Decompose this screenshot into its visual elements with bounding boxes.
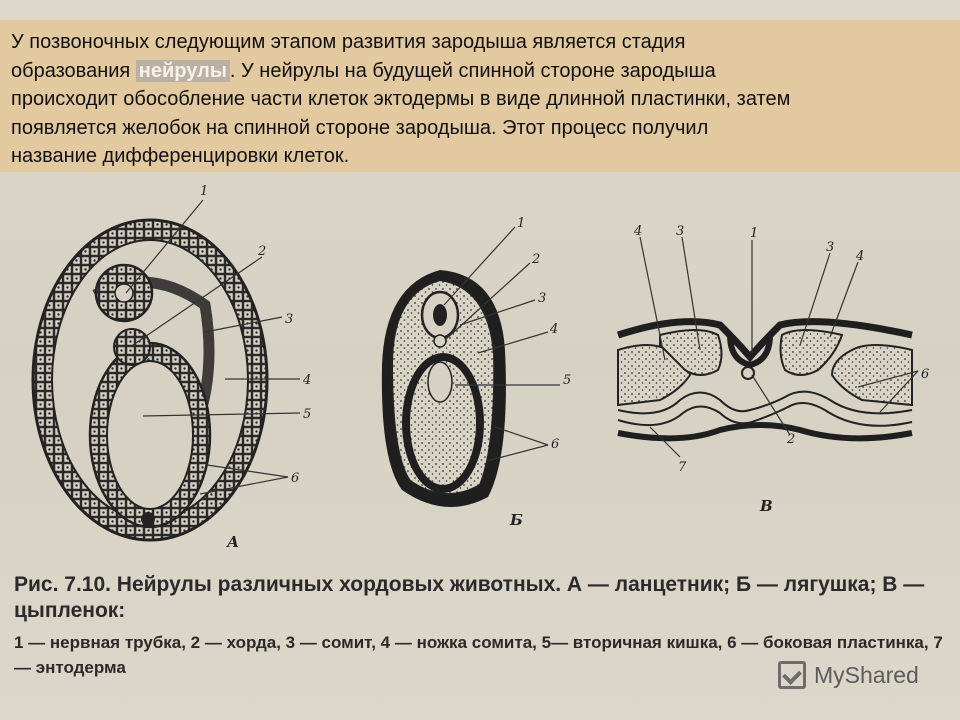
myshared-watermark bbox=[778, 660, 919, 690]
panel-a-label-3: 3 bbox=[285, 312, 294, 327]
panel-b-label-1: 1 bbox=[517, 216, 526, 231]
header-text bbox=[11, 28, 911, 171]
panel-a-label-6: 6 bbox=[291, 471, 300, 486]
panel-b-letter: Б bbox=[510, 511, 523, 529]
panel-a-label-4: 4 bbox=[303, 373, 312, 388]
panel-b-frog bbox=[382, 216, 571, 529]
panel-c-label-3-left: 3 bbox=[676, 224, 685, 239]
panel-c-label-6: 6 bbox=[921, 367, 930, 382]
header-line-1: У позвоночных следующим этапом развития зародыша является стадия bbox=[11, 31, 686, 53]
header-line-2 bbox=[11, 57, 911, 86]
panel-b-label-4: 4 bbox=[550, 322, 559, 337]
panel-b-label-2: 2 bbox=[532, 252, 541, 267]
panel-a-label-1: 1 bbox=[200, 184, 209, 199]
panel-c-chick bbox=[618, 224, 929, 515]
panel-c-label-2: 2 bbox=[787, 432, 796, 447]
caption-title: Рис. 7.10. Нейрулы различных хордовых животных. А — ланцетник; Б — лягушка; В — цыпленок: bbox=[14, 573, 925, 622]
caption-legend: 1 — нервная трубка, 2 — хорда, 3 — сомит, 4 — ножка сомита, 5— вторичная кишка, 6 — боковая пластинка, 7 — энтодерма bbox=[14, 633, 943, 677]
panel-b-label-6: 6 bbox=[551, 437, 560, 452]
watermark-brand: MyShared bbox=[814, 661, 919, 688]
panel-c-label-4-right: 4 bbox=[856, 249, 865, 264]
header-line-2-after: . У нейрулы на будущей спинной стороне зародыша bbox=[229, 59, 716, 82]
panel-a-label-5: 5 bbox=[303, 407, 312, 422]
myshared-logo-icon bbox=[778, 661, 806, 689]
panel-b-label-5: 5 bbox=[563, 373, 572, 388]
panel-a-letter: А bbox=[227, 533, 240, 551]
header-line-3: происходит обособление части клеток эктодермы в виде длинной пластинки, затем bbox=[11, 88, 791, 110]
panel-c-label-7: 7 bbox=[678, 460, 687, 475]
neurula-figure bbox=[0, 175, 960, 565]
panel-c-letter: В bbox=[760, 497, 773, 515]
highlight-term: нейрулы bbox=[136, 60, 230, 82]
header-line-5: название дифференцировки клеток. bbox=[11, 145, 350, 167]
header-line-2-before: образования bbox=[11, 59, 136, 82]
header-line-4: появляется желобок на спинной стороне зародыша. Этот процесс получил bbox=[11, 116, 709, 139]
panel-c-label-1: 1 bbox=[750, 226, 759, 241]
panel-c-label-3-right: 3 bbox=[826, 240, 835, 255]
panel-a-lancelet bbox=[33, 184, 311, 551]
panel-b-label-3: 3 bbox=[538, 291, 547, 306]
panel-c-label-4-left: 4 bbox=[634, 224, 643, 239]
panel-a-label-2: 2 bbox=[258, 244, 267, 259]
